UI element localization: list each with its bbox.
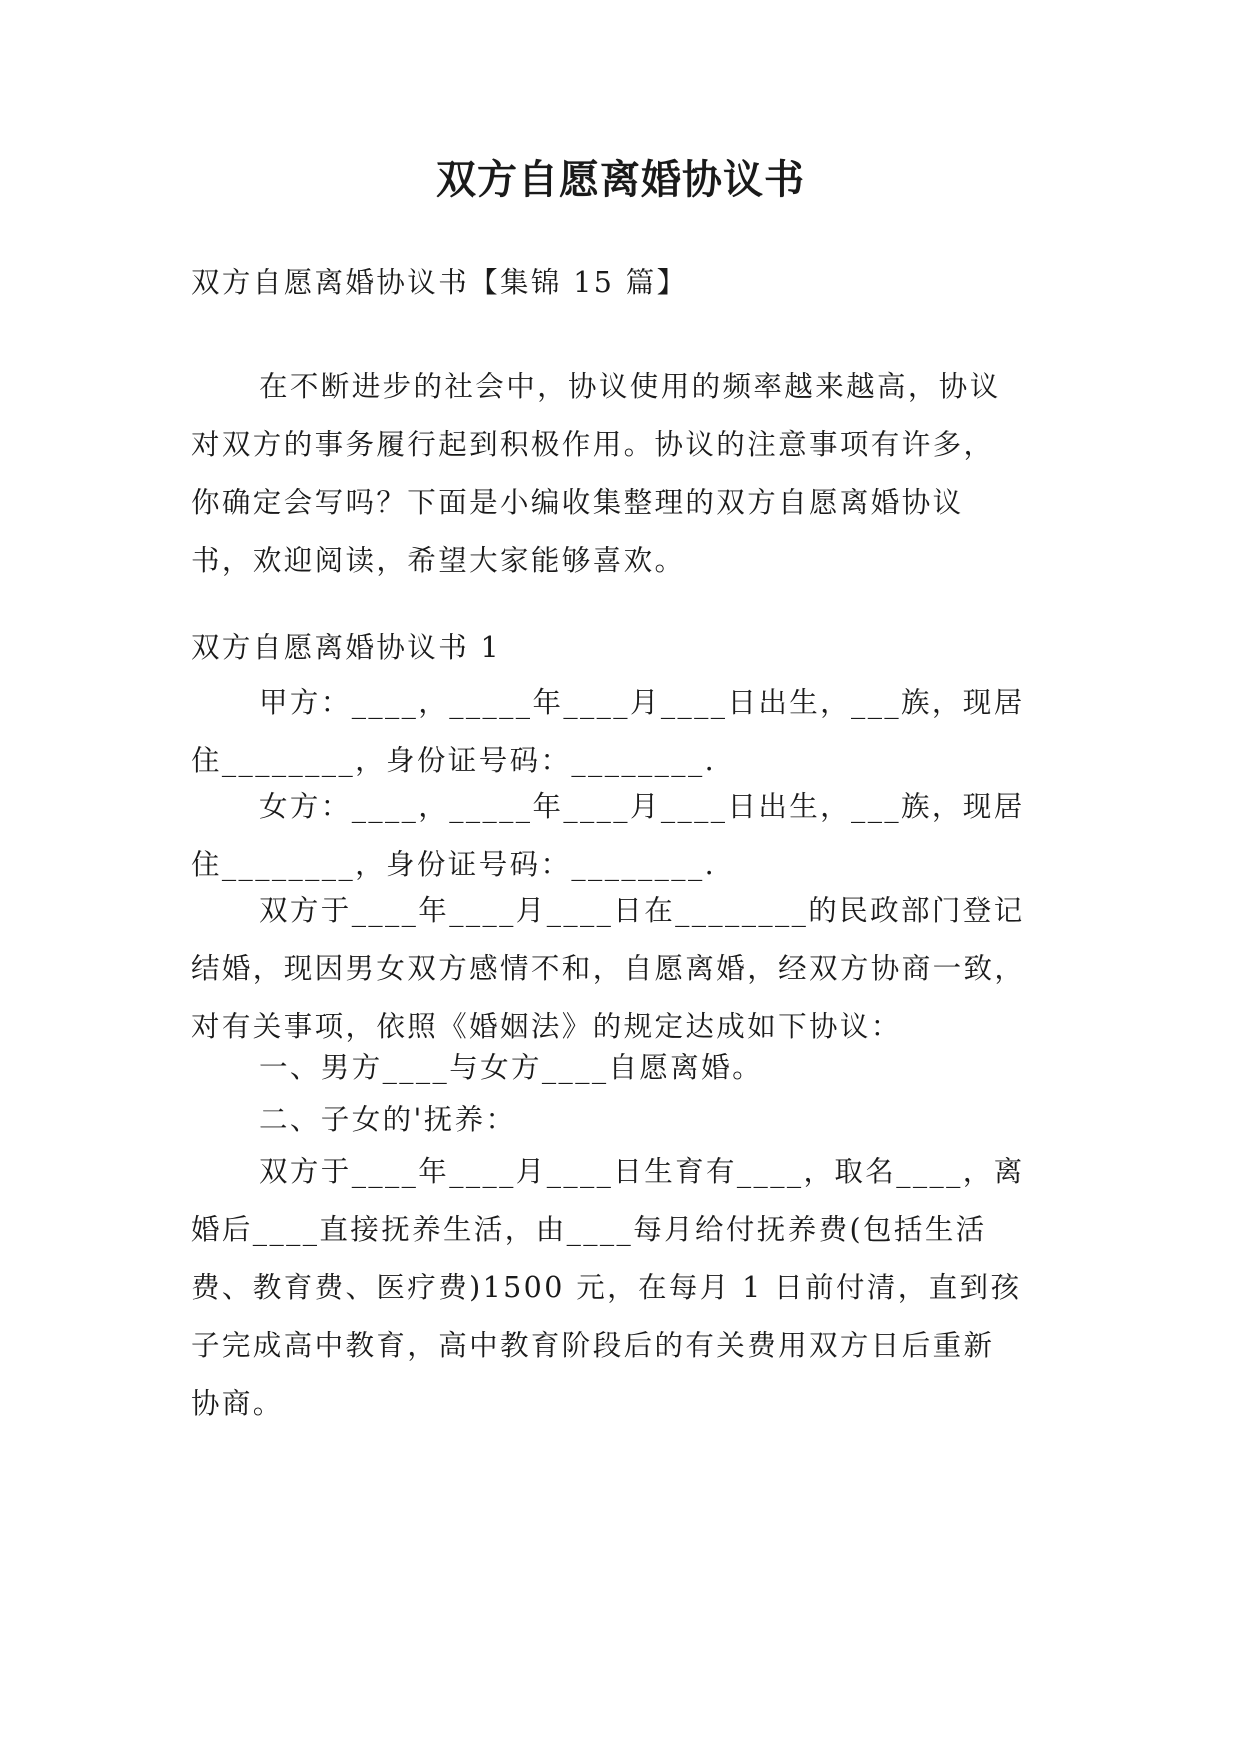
clause-two-line: 子完成高中教育，高中教育阶段后的有关费用双方日后重新: [191, 1329, 995, 1362]
party-b-paragraph: [191, 778, 1071, 894]
marriage-paragraph: [191, 882, 1071, 1056]
clause-one: 一、男方____与女方____自愿离婚。: [259, 1051, 764, 1084]
intro-paragraph: [191, 358, 1071, 590]
clause-two-line: 协商。: [191, 1387, 284, 1420]
party-a-line: 住________，身份证号码：________.: [191, 744, 717, 777]
marriage-line: 对有关事项，依照《婚姻法》的规定达成如下协议：: [191, 1010, 902, 1043]
intro-line: 在不断进步的社会中，协议使用的频率越来越高，协议: [259, 370, 1001, 403]
clause-two-heading: 二、子女的'抚养：: [259, 1103, 517, 1136]
party-a-line: 甲方：____，_____年____月____日出生，___族，现居: [259, 686, 1025, 719]
document-subtitle: 双方自愿离婚协议书【集锦 15 篇】: [191, 266, 688, 299]
intro-line: 你确定会写吗？下面是小编收集整理的双方自愿离婚协议: [191, 486, 964, 519]
clause-two-line: 费、教育费、医疗费)1500 元，在每月 1 日前付清，直到孩: [191, 1271, 1022, 1304]
party-a-paragraph: [191, 674, 1071, 790]
clause-two-line: 双方于____年____月____日生育有____，取名____，离: [259, 1155, 1025, 1188]
section-heading: 双方自愿离婚协议书 1: [191, 631, 502, 664]
document-title: 双方自愿离婚协议书: [436, 156, 805, 203]
intro-line: 对双方的事务履行起到积极作用。协议的注意事项有许多，: [191, 428, 995, 461]
marriage-line: 双方于____年____月____日在________的民政部门登记: [259, 894, 1025, 927]
party-b-line: 女方：____，_____年____月____日出生，___族，现居: [259, 790, 1025, 823]
party-b-line: 住________，身份证号码：________.: [191, 848, 717, 881]
clause-two-body: [191, 1143, 1071, 1433]
clause-two-line: 婚后____直接抚养生活，由____每月给付抚养费(包括生活: [191, 1213, 987, 1246]
marriage-line: 结婚，现因男女双方感情不和，自愿离婚，经双方协商一致，: [191, 952, 1026, 985]
intro-line: 书，欢迎阅读，希望大家能够喜欢。: [191, 544, 686, 577]
